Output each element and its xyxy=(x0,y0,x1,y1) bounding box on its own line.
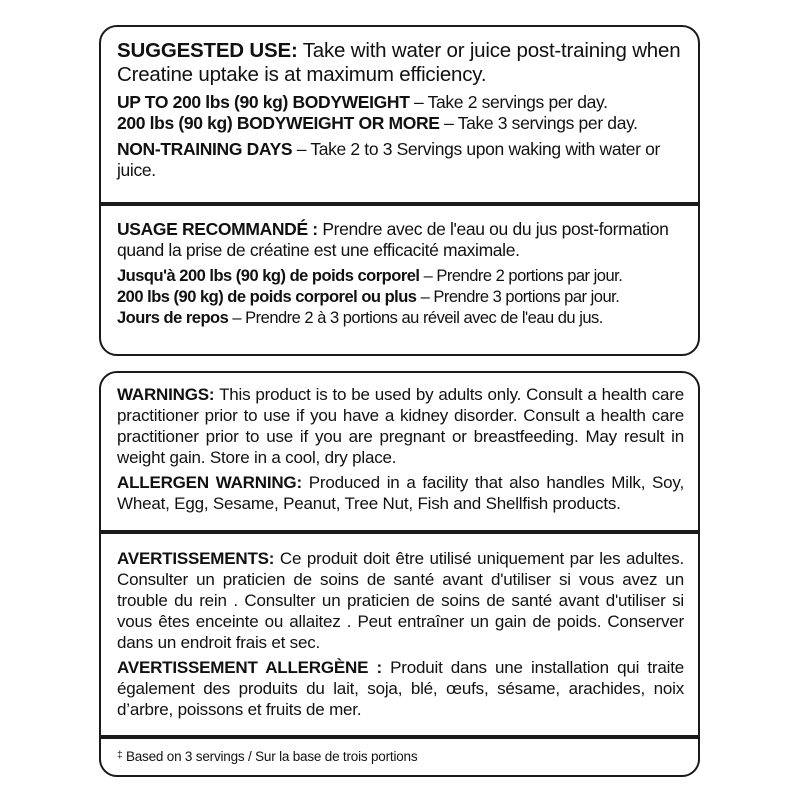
dosage-fr-line2-label: 200 lbs (90 kg) de poids corporel ou plus xyxy=(117,288,417,306)
footnote-text: Based on 3 servings / Sur la base de trois portions xyxy=(125,749,418,764)
dosage-line-under-200 xyxy=(117,92,684,113)
usage-fr-text: Prendre avec de l'eau ou du jus post-formation quand la prise de créatine est une efficacité maximale. xyxy=(117,219,669,260)
suggested-use-text: Take with water or juice post-training when Creatine uptake is at maximum efficiency. xyxy=(117,39,681,86)
allergen-paragraph xyxy=(117,472,684,514)
dosage-line-over-200-text: – Take 3 servings per day. xyxy=(444,113,638,133)
dosage-non-training xyxy=(117,139,684,181)
dosage-non-training-label: NON-TRAINING DAYS xyxy=(117,139,293,159)
warnings-section-fr xyxy=(117,548,684,720)
dosage-non-training-text: – Take 2 to 3 Servings upon waking with water or juice. xyxy=(117,139,660,180)
dosage-line-over-200 xyxy=(117,113,684,134)
footnote-symbol: ‡ xyxy=(117,750,123,761)
section-divider xyxy=(101,530,698,534)
section-divider xyxy=(101,735,698,739)
dosage-line-under-200-text: – Take 2 servings per day. xyxy=(414,92,608,112)
suggested-use-panel xyxy=(99,25,700,356)
dosage-fr-line3 xyxy=(117,308,684,329)
dosage-line-under-200-label: UP TO 200 lbs (90 kg) BODYWEIGHT xyxy=(117,92,410,112)
allergen-fr-heading: AVERTISSEMENT ALLERGÈNE : xyxy=(117,658,382,677)
suggested-use-heading: SUGGESTED USE: xyxy=(117,39,298,62)
dosage-fr-line3-label: Jours de repos xyxy=(117,309,229,327)
usage-fr-heading: USAGE RECOMMANDÉ : xyxy=(117,219,318,239)
suggested-use-section-en xyxy=(117,39,684,181)
dosage-fr-line1-label: Jusqu'à 200 lbs (90 kg) de poids corporel xyxy=(117,267,420,285)
allergen-heading: ALLERGEN WARNING: xyxy=(117,473,302,492)
warnings-fr-heading: AVERTISSEMENTS: xyxy=(117,549,275,568)
warnings-section-en xyxy=(117,384,684,514)
dosage-fr-line1-text: – Prendre 2 portions par jour. xyxy=(423,267,623,285)
suggested-use-section-fr xyxy=(117,219,684,329)
allergen-text: Produced in a facility that also handles Milk, Soy, Wheat, Egg, Sesame, Peanut, Tree Nut, Fish and Shellfish products. xyxy=(117,473,684,513)
dosage-fr-line1 xyxy=(117,266,684,287)
warnings-panel xyxy=(99,371,700,777)
warnings-fr-text: Ce produit doit être utilisé uniquement par les adultes. Consulter un praticien de soins de santé avant d'utiliser si vous avez un trouble du rein . Consulter un praticien de soins de santé avant d'utiliser si vous êtes enceinte ou allaitez . Peut entraîner un gain de poids. Conserver dans un endroit frais et sec. xyxy=(117,549,684,652)
dosage-fr-line3-text: – Prendre 2 à 3 portions au réveil avec de l'eau du jus. xyxy=(232,309,603,327)
suggested-use-intro xyxy=(117,39,684,87)
dosage-line-over-200-label: 200 lbs (90 kg) BODYWEIGHT OR MORE xyxy=(117,113,440,133)
warnings-fr-paragraph xyxy=(117,548,684,653)
section-divider xyxy=(101,202,698,206)
footnote xyxy=(117,747,684,765)
usage-fr-intro xyxy=(117,219,684,261)
warnings-paragraph xyxy=(117,384,684,468)
dosage-fr-line2-text: – Prendre 3 portions par jour. xyxy=(420,288,620,306)
warnings-heading: WARNINGS: xyxy=(117,385,215,404)
dosage-fr-line2 xyxy=(117,287,684,308)
warnings-text: This product is to be used by adults only. Consult a health care practitioner prior to use if you have a kidney disorder. Consult a health care practitioner prior to use if you are pregnant or breastfeeding. May result in weight gain. Store in a cool, dry place. xyxy=(117,385,685,467)
allergen-fr-paragraph xyxy=(117,657,684,720)
allergen-fr-text: Produit dans une installation qui traite également des produits du lait, soja, blé, œufs, sésame, arachides, noix d’arbre, poissons et fruits de mer. xyxy=(117,658,684,719)
